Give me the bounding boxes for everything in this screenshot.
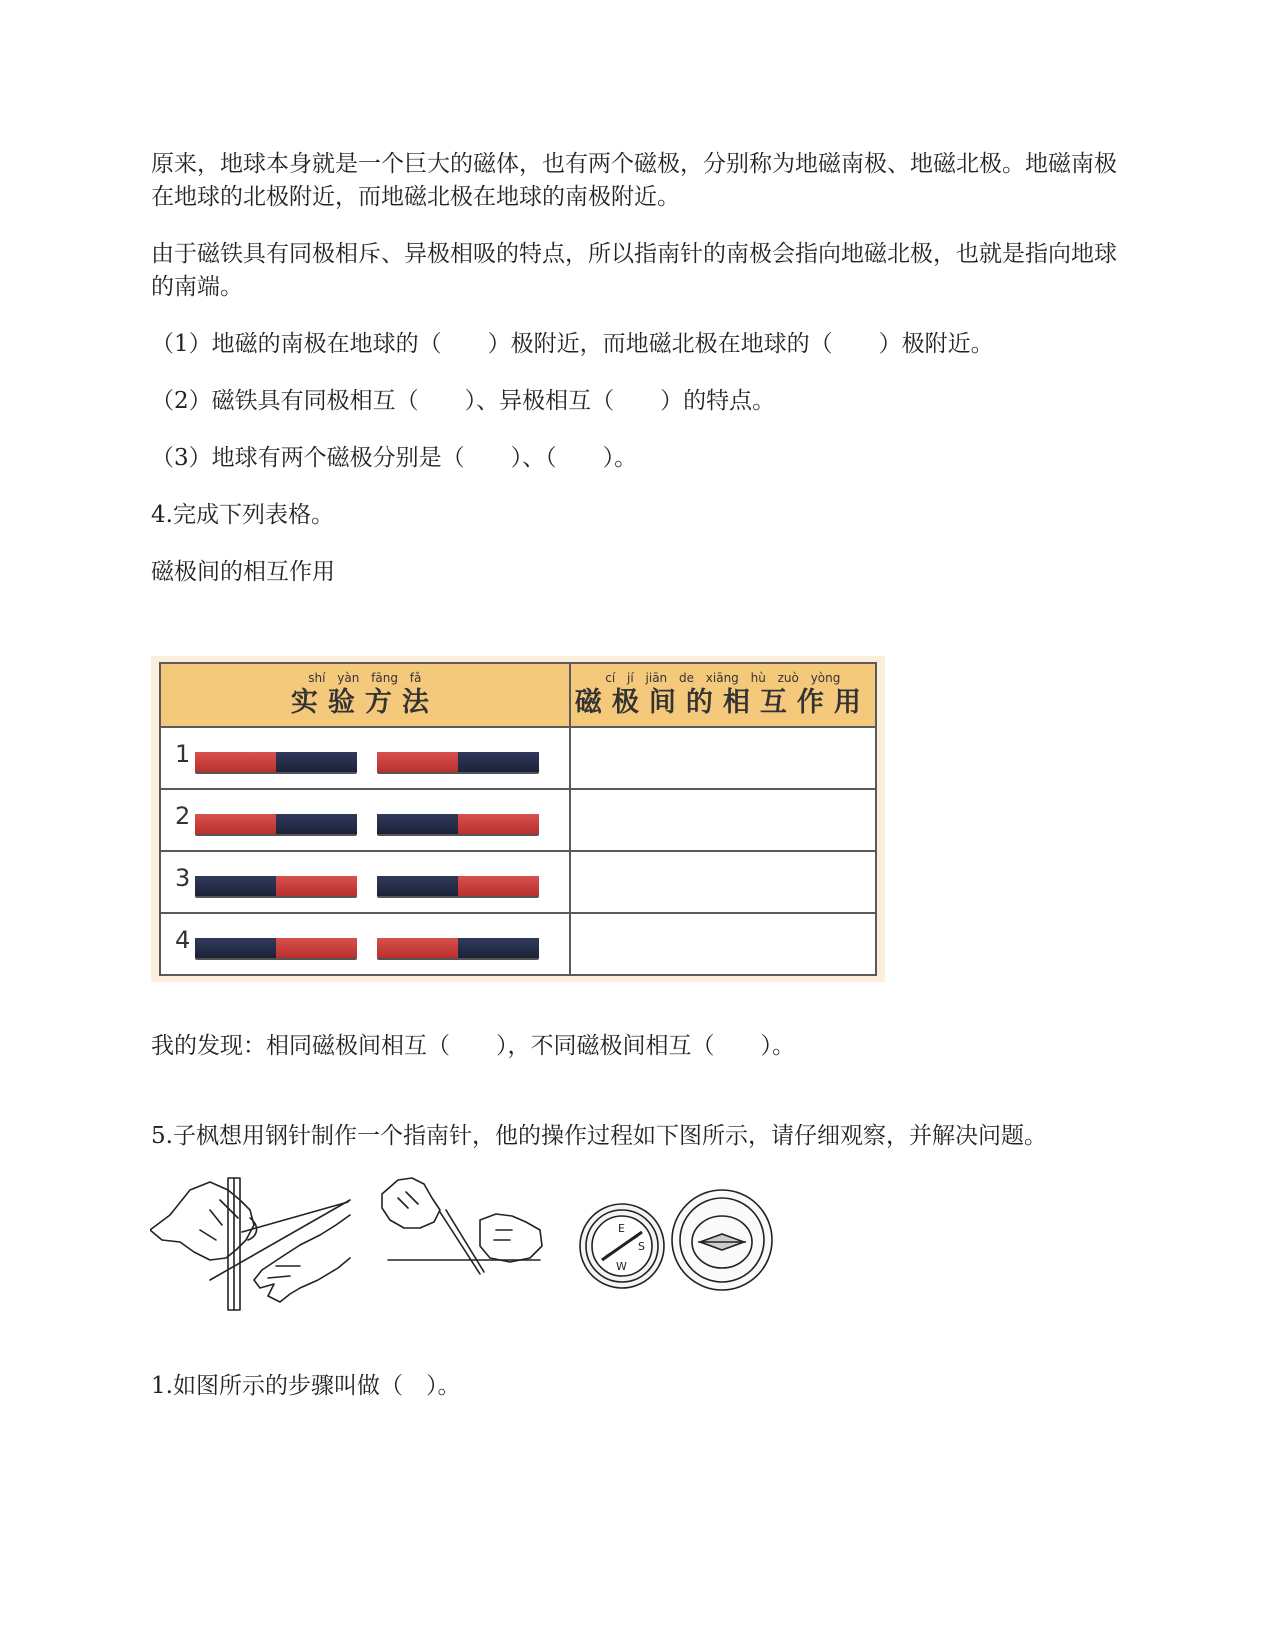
question-5: 5.子枫想用钢针制作一个指南针，他的操作过程如下图所示，请仔细观察，并解决问题。 bbox=[151, 1123, 1047, 1149]
result-cell[interactable] bbox=[570, 727, 876, 789]
magnet-pole-navy bbox=[458, 752, 539, 772]
question-1: （1）地磁的南极在地球的（ ）极附近，而地磁北极在地球的（ ）极附近。 bbox=[151, 331, 994, 357]
bar-magnet-left bbox=[195, 752, 357, 772]
water-bowl-needle-drawing bbox=[672, 1190, 772, 1290]
magnet-pole-navy bbox=[377, 876, 458, 896]
result-cell[interactable] bbox=[570, 913, 876, 975]
compass-letter-s: S bbox=[638, 1240, 645, 1253]
compass-letter-w: W bbox=[616, 1260, 627, 1273]
header-method-text: 实验方法 bbox=[290, 687, 439, 718]
table-row bbox=[160, 727, 876, 789]
magnet-pole-red bbox=[377, 938, 458, 958]
my-finding: 我的发现：相同磁极间相互（ ），不同磁极间相互（ ）。 bbox=[151, 1033, 795, 1059]
magnet-pole-navy bbox=[195, 938, 276, 958]
compass-drawing bbox=[580, 1204, 664, 1288]
table-header-row bbox=[160, 663, 876, 727]
magnet-pole-red bbox=[195, 752, 276, 772]
sub-question-1: 1.如图所示的步骤叫做（ ）。 bbox=[151, 1373, 461, 1399]
row-number: 3 bbox=[175, 864, 191, 892]
header-method-pinyin: shí yàn fāng fǎ bbox=[308, 671, 422, 685]
rubbing-needle-drawing bbox=[150, 1178, 350, 1310]
magnet-pole-navy bbox=[276, 814, 357, 834]
question-4: 4.完成下列表格。 bbox=[151, 502, 334, 528]
paragraph-earth-magnet: 原来，地球本身就是一个巨大的磁体，也有两个磁极，分别称为地磁南极、地磁北极。地磁南极在地球的北极附近，而地磁北极在地球的南极附近。 bbox=[151, 151, 1117, 210]
method-cell bbox=[160, 913, 570, 975]
header-result bbox=[570, 663, 876, 727]
table-title: 磁极间的相互作用 bbox=[151, 559, 335, 585]
bar-magnet-left bbox=[195, 938, 357, 958]
magnet-interaction-table bbox=[159, 662, 877, 976]
magnet-pole-red bbox=[458, 876, 539, 896]
bar-magnet-left bbox=[195, 814, 357, 834]
row-number: 4 bbox=[175, 926, 191, 954]
table-row bbox=[160, 913, 876, 975]
magnet-pole-red bbox=[377, 752, 458, 772]
magnet-pole-red bbox=[276, 876, 357, 896]
magnet-pole-navy bbox=[377, 814, 458, 834]
result-cell[interactable] bbox=[570, 851, 876, 913]
magnet-pole-red bbox=[195, 814, 276, 834]
magnet-pole-navy bbox=[276, 752, 357, 772]
bar-magnet-right bbox=[377, 814, 539, 834]
bar-magnet-right bbox=[377, 938, 539, 958]
result-cell[interactable] bbox=[570, 789, 876, 851]
compass-letter-e: E bbox=[618, 1222, 625, 1235]
needle-hand-drawing bbox=[382, 1178, 542, 1274]
method-cell bbox=[160, 789, 570, 851]
header-result-pinyin: cí jí jiān de xiāng hù zuò yòng bbox=[605, 671, 841, 685]
bar-magnet-left bbox=[195, 876, 357, 896]
method-cell bbox=[160, 727, 570, 789]
magnet-pole-navy bbox=[458, 938, 539, 958]
bar-magnet-right bbox=[377, 752, 539, 772]
header-method bbox=[160, 663, 570, 727]
magnet-pole-red bbox=[276, 938, 357, 958]
header-result-text: 磁极间的相互作用 bbox=[574, 687, 871, 718]
paragraph-compass-reason: 由于磁铁具有同极相斥、异极相吸的特点，所以指南针的南极会指向地磁北极，也就是指向地球的南端。 bbox=[151, 241, 1117, 300]
question-2: （2）磁铁具有同极相互（ ）、异极相互（ ）的特点。 bbox=[151, 388, 776, 414]
bar-magnet-right bbox=[377, 876, 539, 896]
magnet-pole-red bbox=[458, 814, 539, 834]
magnet-interaction-table-figure bbox=[151, 656, 885, 982]
method-cell bbox=[160, 851, 570, 913]
table-row bbox=[160, 789, 876, 851]
needle-magnetizing-illustration bbox=[150, 1170, 810, 1320]
row-number: 1 bbox=[175, 740, 191, 768]
question-3: （3）地球有两个磁极分别是（ ）、（ ）。 bbox=[151, 445, 638, 471]
row-number: 2 bbox=[175, 802, 191, 830]
table-row bbox=[160, 851, 876, 913]
magnet-pole-navy bbox=[195, 876, 276, 896]
